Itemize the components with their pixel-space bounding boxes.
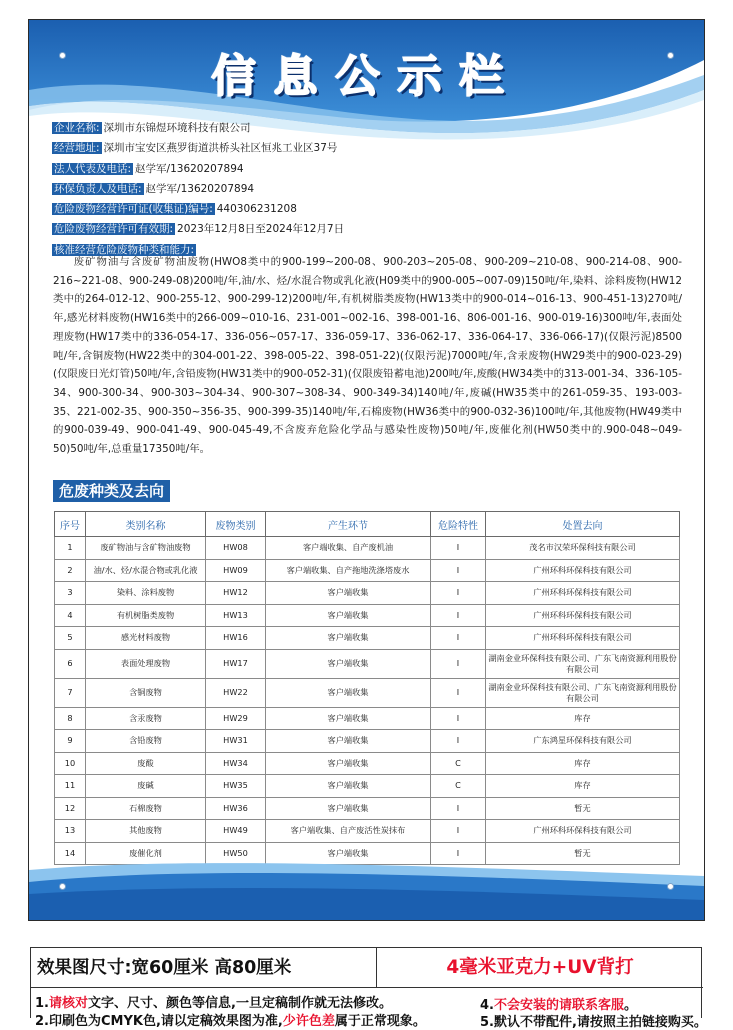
cell-hazard: C xyxy=(431,775,486,798)
cell-destination: 库存 xyxy=(486,752,680,775)
cell-code: HW31 xyxy=(206,730,266,753)
cell-index: 8 xyxy=(55,707,86,730)
table-row xyxy=(55,649,680,678)
note-highlight: 请核对 xyxy=(48,996,88,1011)
info-label: 核准经营危险废物种类和能力: xyxy=(54,243,195,256)
column-header: 处置去向 xyxy=(486,512,680,537)
note-highlight: 不会安装的请联系客服 xyxy=(493,998,624,1013)
note-number: 4. xyxy=(480,998,494,1013)
cell-index: 14 xyxy=(55,842,86,865)
spec-size: 效果图尺寸:宽60厘米 高80厘米 xyxy=(31,948,377,988)
section-title: 危废种类及去向 xyxy=(53,480,170,502)
note-line-2 xyxy=(35,1010,426,1029)
cell-hazard: I xyxy=(431,559,486,582)
cell-category: 有机树脂类废物 xyxy=(86,604,206,627)
table-header-row xyxy=(55,512,680,537)
cell-destination: 广州环科环保科技有限公司 xyxy=(486,604,680,627)
cell-hazard: I xyxy=(431,627,486,650)
cell-destination: 库存 xyxy=(486,775,680,798)
cell-hazard: I xyxy=(431,730,486,753)
cell-destination: 暂无 xyxy=(486,842,680,865)
info-value: 深圳市东锦煜环境科技有限公司 xyxy=(103,122,251,134)
table-row xyxy=(55,627,680,650)
note-text: 2.印刷色为CMYK色,请以定稿效果图为准, xyxy=(35,1014,283,1029)
cell-hazard: I xyxy=(431,797,486,820)
cell-index: 9 xyxy=(55,730,86,753)
column-header: 危险特性 xyxy=(431,512,486,537)
cell-index: 12 xyxy=(55,797,86,820)
cell-source: 客户端收集 xyxy=(266,627,431,650)
cell-code: HW22 xyxy=(206,678,266,707)
cell-hazard: I xyxy=(431,820,486,843)
cell-source: 客户端收集、自产废活性炭抹布 xyxy=(266,820,431,843)
cell-source: 客户端收集 xyxy=(266,604,431,627)
info-label: 企业名称: xyxy=(54,122,100,134)
cell-code: HW34 xyxy=(206,752,266,775)
cell-code: HW49 xyxy=(206,820,266,843)
cell-hazard: I xyxy=(431,649,486,678)
production-spec-panel xyxy=(30,947,707,1030)
cell-category: 表面处理废物 xyxy=(86,649,206,678)
cell-source: 客户端收集 xyxy=(266,752,431,775)
screw-icon xyxy=(59,883,66,890)
cell-source: 客户端收集 xyxy=(266,678,431,707)
capacity-description: 废矿物油与含废矿物油废物(HWO8类中的900-199~200-08、900-203~205-08、900-209~210-08、900-214-08、900-216~221-08、900-249-08)200吨/年,油/水、烃/水混合物或乳化液(H09类中的900-005~007-09)150吨/年,染料、涂料废物(HW12类中的264-012-12、900-255-12、900-299-12)200吨/年,有机树脂类废物(HW13类中的900-014~016-13、900-451-13)270吨/年,感光材料废物(HW16类中的266-009~010-16、231-001~002-16、398-001-16、806-001-16、900-019-16)300吨/年,表面处理废物(HW17类中的336-054-17、336-056~057-17、336-059-17、336-062-17、336-064-17、336-066-17)(仅限污泥)8500吨/年,含铜废物(HW22类中的304-001-22、398-005-22、398-051-22)(仅限污泥)7000吨/年,含汞废物(HW29类中的900-023-29)(仅限废日光灯管)50吨/年,含铅废物(HW31类中的900-052-31)(仅限废铅蓄电池)200吨/年,废酸(HW34类中的313-001-34、336-105-34、900-300-34、900-303~304-34、900-307~308-34、900-349-34)140吨/年,废碱(HW35类中的261-059-35、193-003-35、221-002-35、900-350~356-35、900-399-35)140吨/年,石棉废物(HW36类中的900-032-36)100吨/年,其他废物(HW49类中的900-039-49、900-041-49、900-045-49,不含废弃危险化学品与感染性废物)50吨/年,废催化剂(HW50类中的.900-048~049-50)50吨/年,总重量17350吨/年。 xyxy=(53,256,682,456)
info-row xyxy=(52,138,682,158)
cell-index: 10 xyxy=(55,752,86,775)
cell-hazard: I xyxy=(431,582,486,605)
cell-category: 废酸 xyxy=(86,752,206,775)
spec-material: 4毫米亚克力+UV背打 xyxy=(377,948,703,988)
cell-hazard: I xyxy=(431,842,486,865)
cell-category: 感光材料废物 xyxy=(86,627,206,650)
cell-code: HW13 xyxy=(206,604,266,627)
table-body xyxy=(55,537,680,865)
column-header: 类别名称 xyxy=(86,512,206,537)
info-row xyxy=(52,118,682,138)
info-label: 经营地址: xyxy=(54,142,100,155)
cell-source: 客户端收集 xyxy=(266,842,431,865)
table-row xyxy=(55,582,680,605)
cell-code: HW17 xyxy=(206,649,266,678)
cell-source: 客户端收集、自产拖地洗涤塔废水 xyxy=(266,559,431,582)
info-value: 赵学军/13620207894 xyxy=(135,162,244,175)
note-text: 文字、尺寸、颜色等信息,一旦定稿制作就无法修改。 xyxy=(88,996,392,1011)
notice-board xyxy=(28,19,705,921)
cell-code: HW50 xyxy=(206,842,266,865)
cell-source: 客户端收集 xyxy=(266,797,431,820)
cell-code: HW12 xyxy=(206,582,266,605)
info-value: 赵学军/13620207894 xyxy=(145,182,255,195)
cell-destination: 暂无 xyxy=(486,797,680,820)
table-row xyxy=(55,797,680,820)
info-label: 危险废物经营许可证(收集证)编号: xyxy=(54,203,213,216)
table-row xyxy=(55,775,680,798)
screw-icon xyxy=(667,883,674,890)
table-row xyxy=(55,752,680,775)
cell-source: 客户端收集 xyxy=(266,707,431,730)
cell-code: HW16 xyxy=(206,627,266,650)
note-highlight: 少许色差 xyxy=(282,1014,335,1029)
cell-category: 石棉废物 xyxy=(86,797,206,820)
cell-destination: 广州环科环保科技有限公司 xyxy=(486,559,680,582)
note-text: 5.默认不带配件,请按照主拍链接购买。 xyxy=(480,1015,707,1030)
company-info xyxy=(52,118,682,260)
cell-index: 1 xyxy=(55,537,86,560)
cell-hazard: I xyxy=(431,678,486,707)
footer-wave-decoration xyxy=(29,860,704,920)
cell-hazard: I xyxy=(431,537,486,560)
cell-hazard: I xyxy=(431,604,486,627)
note-line-1 xyxy=(35,992,392,1011)
cell-destination: 广东鸿星环保科技有限公司 xyxy=(486,730,680,753)
cell-code: HW36 xyxy=(206,797,266,820)
cell-source: 客户端收集 xyxy=(266,582,431,605)
info-label: 危险废物经营许可有效期: xyxy=(54,223,174,236)
cell-category: 油/水、烃/水混合物或乳化液 xyxy=(86,559,206,582)
table-row xyxy=(55,820,680,843)
column-header: 废物类别 xyxy=(206,512,266,537)
info-label: 法人代表及电话: xyxy=(54,162,132,175)
cell-index: 2 xyxy=(55,559,86,582)
cell-code: HW29 xyxy=(206,707,266,730)
column-header: 序号 xyxy=(55,512,86,537)
cell-destination: 广州环科环保科技有限公司 xyxy=(486,627,680,650)
column-header: 产生环节 xyxy=(266,512,431,537)
info-value: 2023年12月8日至2024年12月7日 xyxy=(177,223,345,236)
table-row xyxy=(55,559,680,582)
cell-destination: 广州环科环保科技有限公司 xyxy=(486,820,680,843)
table-row xyxy=(55,707,680,730)
info-value: 440306231208 xyxy=(216,203,297,216)
info-row xyxy=(52,199,682,219)
cell-index: 7 xyxy=(55,678,86,707)
cell-index: 6 xyxy=(55,649,86,678)
info-row xyxy=(52,159,682,179)
cell-destination: 湖南金业环保科技有限公司、广东飞南资源利用股份有限公司 xyxy=(486,649,680,678)
cell-index: 11 xyxy=(55,775,86,798)
table-row xyxy=(55,730,680,753)
cell-destination: 库存 xyxy=(486,707,680,730)
note-line-5 xyxy=(480,1011,707,1030)
cell-destination: 广州环科环保科技有限公司 xyxy=(486,582,680,605)
cell-index: 5 xyxy=(55,627,86,650)
info-value: 深圳市宝安区燕罗街道洪桥头社区恒兆工业区37号 xyxy=(103,142,338,155)
cell-category: 废矿物油与含矿物油废物 xyxy=(86,537,206,560)
cell-category: 废碱 xyxy=(86,775,206,798)
info-row xyxy=(52,219,682,239)
cell-destination: 湖南金业环保科技有限公司、广东飞南资源利用股份有限公司 xyxy=(486,678,680,707)
waste-table xyxy=(54,511,680,865)
cell-category: 含铜废物 xyxy=(86,678,206,707)
cell-hazard: I xyxy=(431,707,486,730)
table-row xyxy=(55,537,680,560)
info-label: 环保负责人及电话: xyxy=(54,182,142,195)
cell-destination: 茂名市汉荣环保科技有限公司 xyxy=(486,537,680,560)
note-text: 。 xyxy=(624,998,638,1013)
table-row xyxy=(55,678,680,707)
cell-source: 客户端收集 xyxy=(266,775,431,798)
cell-source: 客户端收集 xyxy=(266,649,431,678)
note-text: 属于正常现象。 xyxy=(334,1014,426,1029)
note-number: 1. xyxy=(35,996,49,1011)
cell-source: 客户端收集、自产废机油 xyxy=(266,537,431,560)
cell-hazard: C xyxy=(431,752,486,775)
cell-category: 含汞废物 xyxy=(86,707,206,730)
cell-index: 3 xyxy=(55,582,86,605)
cell-code: HW08 xyxy=(206,537,266,560)
cell-index: 4 xyxy=(55,604,86,627)
cell-category: 含铅废物 xyxy=(86,730,206,753)
table-row xyxy=(55,604,680,627)
cell-code: HW09 xyxy=(206,559,266,582)
cell-index: 13 xyxy=(55,820,86,843)
cell-category: 其他废物 xyxy=(86,820,206,843)
board-title: 信息公示栏 xyxy=(211,51,522,102)
cell-code: HW35 xyxy=(206,775,266,798)
cell-source: 客户端收集 xyxy=(266,730,431,753)
cell-category: 废催化剂 xyxy=(86,842,206,865)
info-row xyxy=(52,179,682,199)
cell-category: 染料、涂料废物 xyxy=(86,582,206,605)
